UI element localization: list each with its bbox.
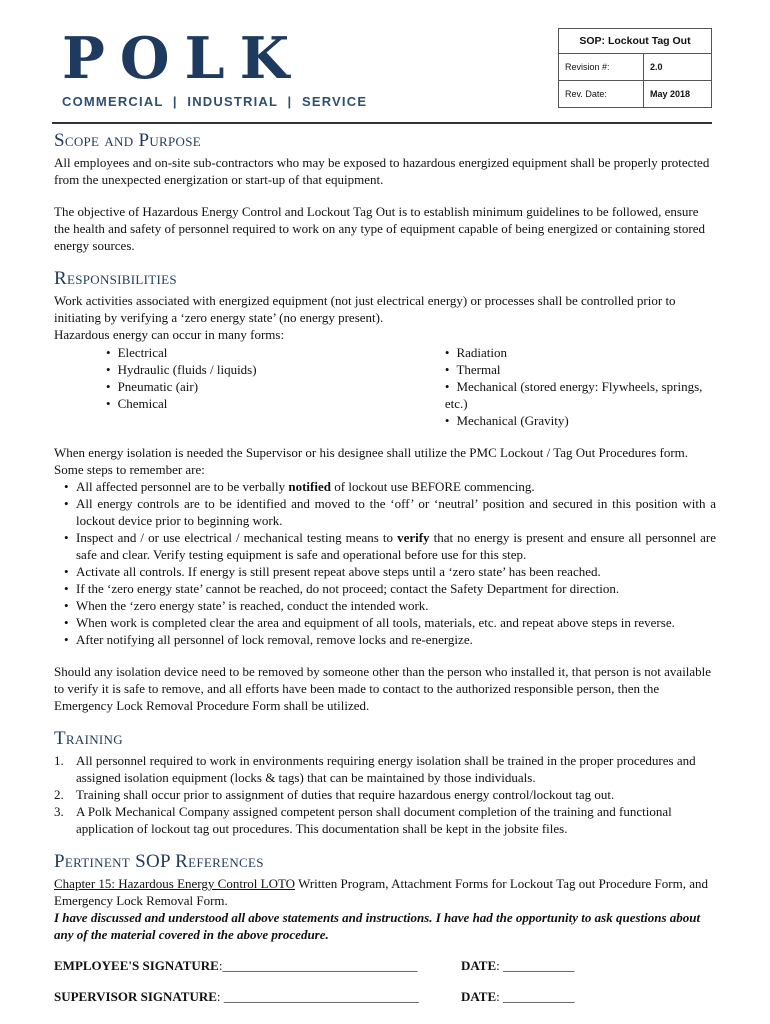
references-heading: Pertinent SOP References (54, 851, 264, 872)
list-item: • When work is completed clear the area and equipment of all tools, materials, etc. and repeat above steps in reverse. (54, 614, 716, 631)
revision-value: 2.0 (650, 62, 663, 72)
responsibilities-paragraph-4: Should any isolation device need to be removed by someone other than the person who installed it, that person is not available to verify it is safe to remove, and all efforts have been made to contact to the authorized responsible person, then the Emergency Lock Removal Procedure Form shall be utilized. (54, 664, 712, 713)
logo-wordmark: POLK (62, 25, 305, 92)
list-item: • All energy controls are to be identified and moved to the ‘off’ or ‘neutral’ position and secured in this position with a lockout device prior to beginning work. (54, 495, 716, 529)
scope-heading: Scope and Purpose (54, 130, 201, 151)
list-item: • Electrical (106, 344, 393, 361)
training-list (54, 752, 716, 837)
list-item: • Mechanical (stored energy: Flywheels, springs, etc.) (445, 378, 716, 412)
date-label: DATE (461, 958, 497, 973)
sop-title: SOP: Lockout Tag Out (559, 29, 711, 54)
revision-label: Revision #: (559, 54, 644, 80)
rev-date-label: Rev. Date: (559, 81, 644, 107)
list-item: 3. A Polk Mechanical Company assigned competent person shall document completion of the training and functional application of lockout tag out procedures. This documentation shall be kept in the jobsite files. (54, 804, 672, 836)
scope-paragraph-1: All employees and on-site sub-contractors who may be exposed to hazardous energized equipment shall be properly protected from the unexpected energization or start-up of that equipment. (54, 155, 710, 187)
chapter-15-link[interactable]: Chapter 15: Hazardous Energy Control LOTO (54, 876, 296, 891)
list-item: • If the ‘zero energy state’ cannot be reached, do not proceed; contact the Safety Department for direction. (54, 580, 716, 597)
list-item: • Mechanical (Gravity) (445, 412, 716, 429)
employee-signature-row (54, 957, 716, 974)
emphasis-verify: verify (397, 530, 430, 545)
references-paragraph: Chapter 15: Hazardous Energy Control LOTO Written Program, Attachment Forms for Lockout Tag out Procedure Form, and Emergency Lock Removal Form. (54, 876, 708, 908)
employee-signature-label: EMPLOYEE'S SIGNATURE (54, 958, 219, 973)
polk-logo (62, 25, 368, 109)
list-item: 2. Training shall occur prior to assignment of duties that require hazardous energy control/lockout tag out. (54, 787, 615, 802)
list-item: • Thermal (445, 361, 716, 378)
lockout-steps-list (54, 478, 716, 648)
responsibilities-paragraph-1: Work activities associated with energized equipment (not just electrical energy) or processes shall be controlled prior to initiating by verifying a ‘zero energy state’ (no energy present). (54, 293, 676, 325)
list-item: • Pneumatic (air) (106, 378, 393, 395)
energy-forms-list (54, 344, 716, 429)
supervisor-signature-line[interactable]: : ______________________________ (216, 989, 419, 1004)
supervisor-date-line[interactable]: : ___________ (496, 989, 575, 1004)
revision-row (559, 54, 711, 81)
responsibilities-heading: Responsibilities (54, 268, 177, 289)
list-item: • After notifying all personnel of lock removal, remove locks and re-energize. (54, 631, 716, 648)
sop-info-table (558, 28, 712, 108)
list-item: • Radiation (445, 344, 716, 361)
list-item: • Chemical (106, 395, 393, 412)
responsibilities-paragraph-3: When energy isolation is needed the Supervisor or his designee shall utilize the PMC Lockout / Tag Out Procedures form. Some steps to remember are: (54, 445, 689, 477)
employee-date-line[interactable]: : ___________ (496, 958, 575, 973)
list-item: • Hydraulic (fluids / liquids) (106, 361, 393, 378)
list-item: • All affected personnel are to be verbally notified of lockout use BEFORE commencing. (54, 478, 716, 495)
date-label: DATE (461, 989, 497, 1004)
logo-tagline: COMMERCIAL | INDUSTRIAL | SERVICE (62, 94, 368, 109)
scope-paragraph-2: The objective of Hazardous Energy Control and Lockout Tag Out is to establish minimum guidelines to be followed, ensure the health and safety of personnel required to work on any type of equipment capable of being energized or containing stored energy sources. (54, 204, 705, 253)
training-heading: Training (54, 728, 123, 749)
document-body (54, 128, 716, 1005)
energy-forms-left (54, 344, 393, 429)
list-item: 1. All personnel required to work in environments requiring energy isolation shall be trained in the proper procedures and assigned isolation equipment (locks & tags) that can be maintained by those individuals. (54, 753, 696, 785)
employee-signature-line[interactable]: :______________________________ (218, 958, 418, 973)
supervisor-signature-label: SUPERVISOR SIGNATURE (54, 989, 217, 1004)
rev-date-row (559, 81, 711, 107)
rev-date-value: May 2018 (650, 89, 691, 99)
header-divider (52, 122, 712, 124)
list-item: • Inspect and / or use electrical / mechanical testing means to verify that no energy is present and ensure all personnel are safe and clear. Verify testing equipment is safe and operational before use for this step. (54, 529, 716, 563)
list-item: • Activate all controls. If energy is still present repeat above steps until a ‘zero state’ has been reached. (54, 563, 716, 580)
acknowledgement-statement: I have discussed and understood all above statements and instructions. I have had the opportunity to ask questions about any of the material covered in the above procedure. (54, 910, 701, 942)
list-item: • When the ‘zero energy state’ is reached, conduct the intended work. (54, 597, 716, 614)
energy-forms-right (393, 344, 716, 429)
responsibilities-paragraph-2: Hazardous energy can occur in many forms: (54, 327, 285, 342)
supervisor-signature-row (54, 988, 716, 1005)
emphasis-notified: notified (288, 479, 331, 494)
